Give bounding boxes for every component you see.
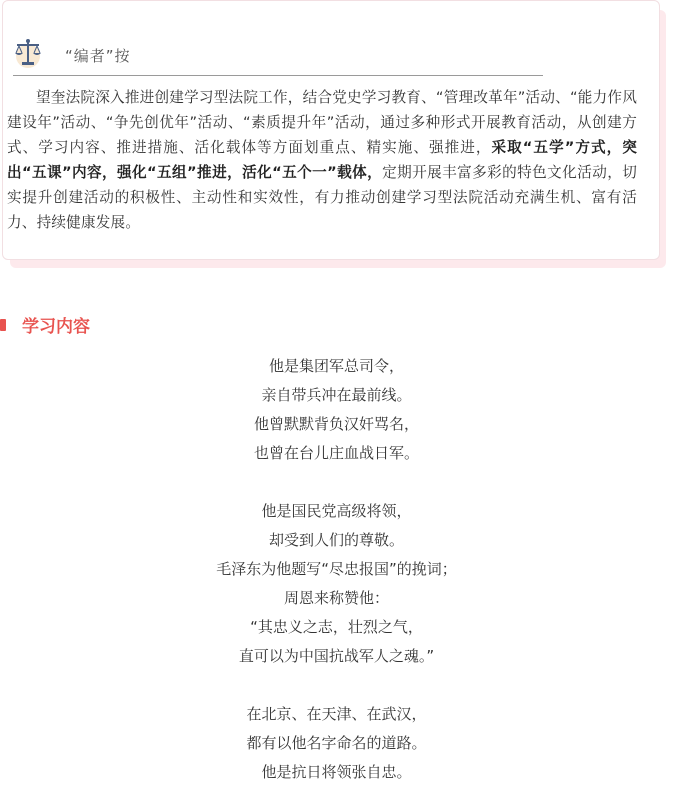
section-marker xyxy=(0,319,6,331)
poem-line: 他是抗日将领张自忠。 xyxy=(261,763,412,781)
poem-line: 却受到人们的尊敬。 xyxy=(268,531,404,549)
poem-line: 亲自带兵冲在最前线。 xyxy=(261,386,412,404)
poem-line: 直可以为中国抗战军人之魂。” xyxy=(238,647,435,665)
editor-note-text-2: 定期开展丰富多彩的特色文化活动，切实提升创建活动的积极性、主动性和实效性，有力推动创建学习型法院活动充满生机、富有活力、持续健康发展。 xyxy=(7,164,637,231)
editor-note-title: “编者”按 xyxy=(65,47,131,65)
poem-line: “其忠义之志，壮烈之气， xyxy=(250,618,423,636)
poem-line: 他是集团军总司令， xyxy=(268,357,404,375)
poem-line: 毛泽东为他题写“尽忠报国”的挽词； xyxy=(216,560,457,578)
editor-note-header xyxy=(13,37,543,76)
poem-line: 他是国民党高级将领， xyxy=(261,502,412,520)
editor-note-text-bold: 采取“五学”方式，突出“五课”内容，强化“五组”推进，活化“五个一”载体， xyxy=(7,139,638,181)
poem-line: 周恩来称赞他： xyxy=(283,589,389,607)
editor-note-text-1: 望奎法院深入推进创建学习型法院工作，结合党史学习教育、“管理改革年”活动、“能力作风建设年”活动、“争先创优年”活动、“素质提升年”活动，通过多种形式开展教育活动，从创建方式、学习内容、推进措施、活化载体等方面划重点、精实施、强推进， xyxy=(7,89,637,156)
editor-note-card xyxy=(2,0,660,260)
poem-line: 他曾默默背负汉奸骂名， xyxy=(253,415,419,433)
poem-line: 在北京、在天津、在武汉， xyxy=(246,705,427,723)
poem-line: 都有以他名字命名的道路。 xyxy=(246,734,427,752)
poem xyxy=(0,352,673,787)
stanza-gap xyxy=(0,468,673,497)
section-title: 学习内容 xyxy=(22,317,90,337)
stanza-gap xyxy=(0,671,673,700)
scales-of-justice-icon xyxy=(13,37,43,69)
editor-note-body xyxy=(7,85,637,235)
poem-line: 也曾在台儿庄血战日军。 xyxy=(253,444,419,462)
